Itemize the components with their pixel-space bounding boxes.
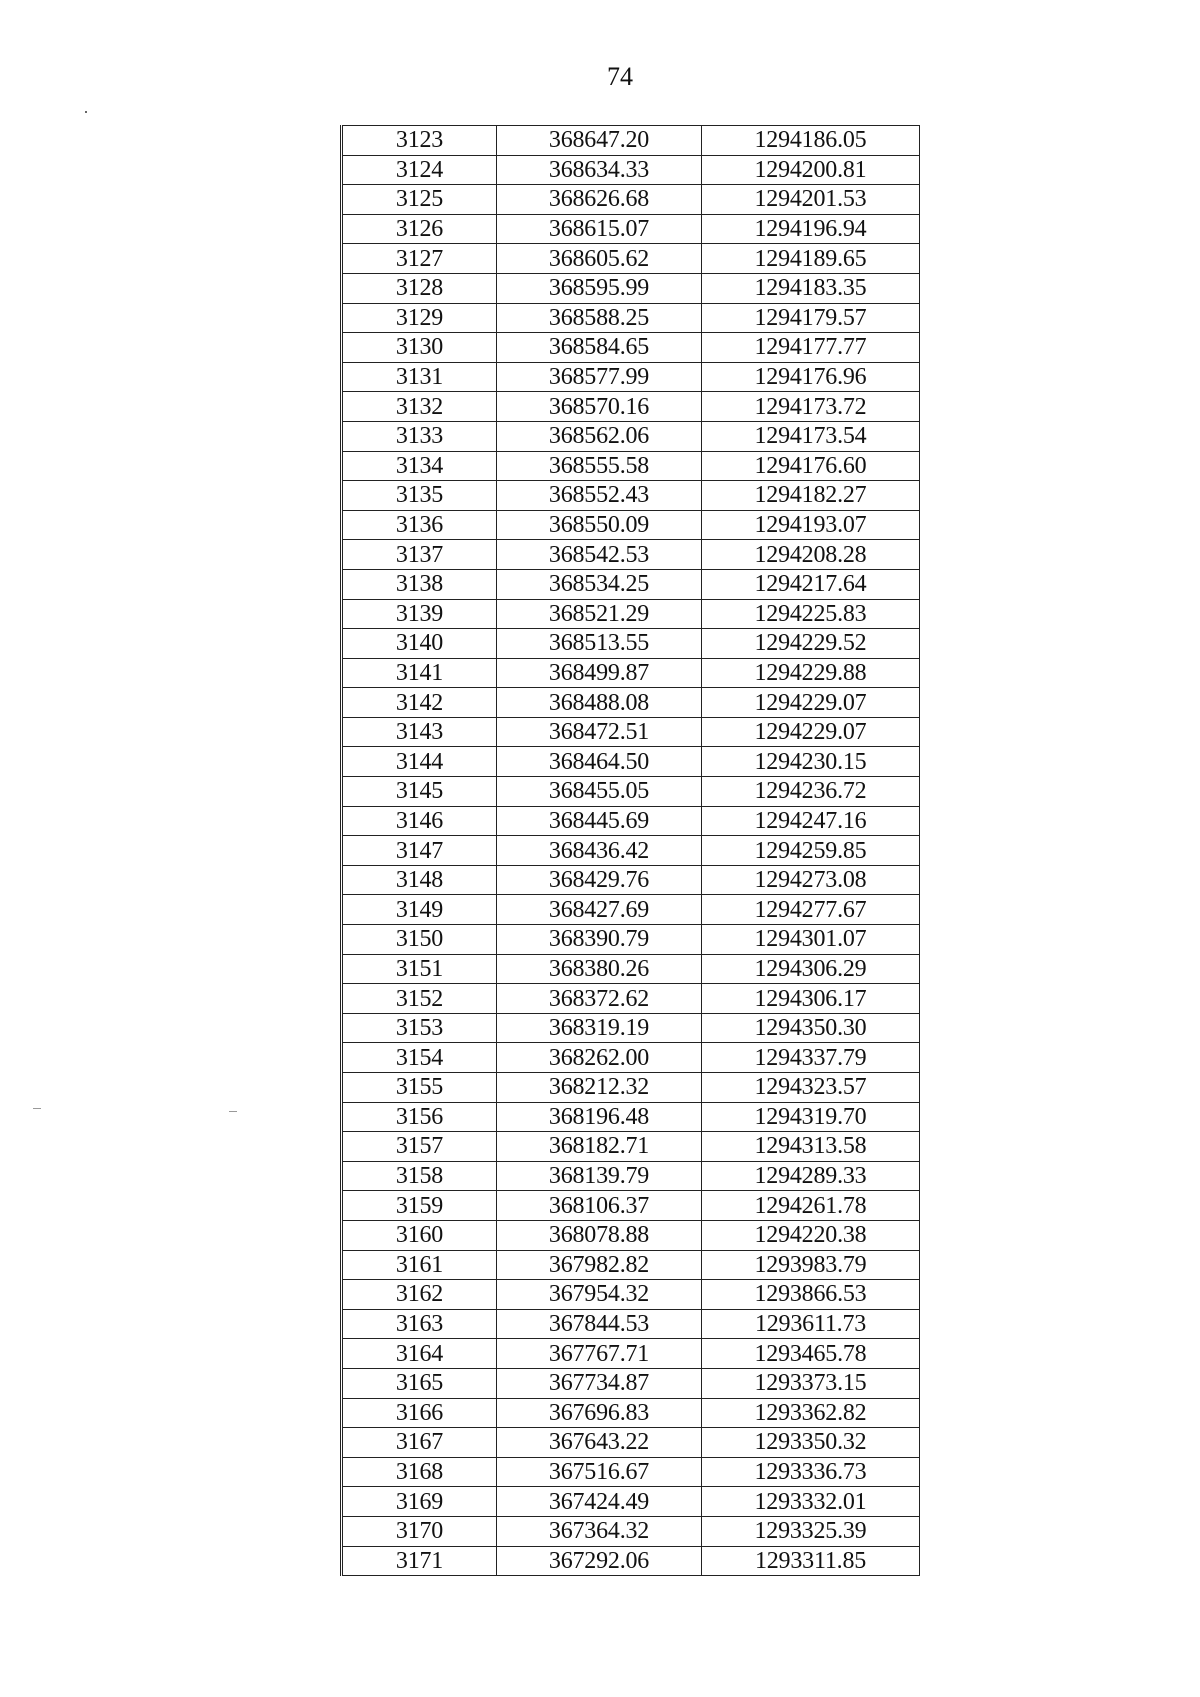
y-coordinate-cell: 1294186.05 xyxy=(702,126,920,156)
table-row xyxy=(342,273,920,303)
y-coordinate-cell: 1294173.72 xyxy=(702,392,920,422)
x-coordinate-cell: 368436.42 xyxy=(497,836,702,866)
table-row xyxy=(342,599,920,629)
y-coordinate-cell: 1294273.08 xyxy=(702,865,920,895)
point-number-cell: 3144 xyxy=(342,747,497,777)
table-row xyxy=(342,1487,920,1517)
x-coordinate-cell: 368372.62 xyxy=(497,984,702,1014)
point-number-cell: 3124 xyxy=(342,155,497,185)
x-coordinate-cell: 367643.22 xyxy=(497,1428,702,1458)
point-number-cell: 3170 xyxy=(342,1516,497,1546)
table-row xyxy=(342,954,920,984)
x-coordinate-cell: 367696.83 xyxy=(497,1398,702,1428)
point-number-cell: 3128 xyxy=(342,273,497,303)
y-coordinate-cell: 1294229.07 xyxy=(702,717,920,747)
table-row xyxy=(342,1546,920,1576)
table-row xyxy=(342,1516,920,1546)
point-number-cell: 3133 xyxy=(342,421,497,451)
y-coordinate-cell: 1294176.60 xyxy=(702,451,920,481)
y-coordinate-cell: 1294200.81 xyxy=(702,155,920,185)
x-coordinate-cell: 368196.48 xyxy=(497,1102,702,1132)
point-number-cell: 3137 xyxy=(342,540,497,570)
point-number-cell: 3142 xyxy=(342,688,497,718)
point-number-cell: 3145 xyxy=(342,777,497,807)
point-number-cell: 3125 xyxy=(342,185,497,215)
x-coordinate-cell: 367292.06 xyxy=(497,1546,702,1576)
y-coordinate-cell: 1294177.77 xyxy=(702,333,920,363)
point-number-cell: 3123 xyxy=(342,126,497,156)
point-number-cell: 3161 xyxy=(342,1250,497,1280)
y-coordinate-cell: 1294306.17 xyxy=(702,984,920,1014)
table-row xyxy=(342,747,920,777)
point-number-cell: 3139 xyxy=(342,599,497,629)
y-coordinate-cell: 1294337.79 xyxy=(702,1043,920,1073)
x-coordinate-cell: 368380.26 xyxy=(497,954,702,984)
table-row xyxy=(342,392,920,422)
y-coordinate-cell: 1294201.53 xyxy=(702,185,920,215)
table-row xyxy=(342,1368,920,1398)
table-row xyxy=(342,1398,920,1428)
x-coordinate-cell: 367844.53 xyxy=(497,1309,702,1339)
y-coordinate-cell: 1293336.73 xyxy=(702,1457,920,1487)
x-coordinate-cell: 368588.25 xyxy=(497,303,702,333)
point-number-cell: 3165 xyxy=(342,1368,497,1398)
y-coordinate-cell: 1293325.39 xyxy=(702,1516,920,1546)
point-number-cell: 3141 xyxy=(342,658,497,688)
y-coordinate-cell: 1294247.16 xyxy=(702,806,920,836)
table-row xyxy=(342,658,920,688)
table-row xyxy=(342,481,920,511)
y-coordinate-cell: 1293311.85 xyxy=(702,1546,920,1576)
y-coordinate-cell: 1294261.78 xyxy=(702,1191,920,1221)
table-row xyxy=(342,421,920,451)
point-number-cell: 3168 xyxy=(342,1457,497,1487)
point-number-cell: 3135 xyxy=(342,481,497,511)
y-coordinate-cell: 1294306.29 xyxy=(702,954,920,984)
y-coordinate-cell: 1294173.54 xyxy=(702,421,920,451)
y-coordinate-cell: 1294182.27 xyxy=(702,481,920,511)
table-row xyxy=(342,688,920,718)
point-number-cell: 3151 xyxy=(342,954,497,984)
y-coordinate-cell: 1293866.53 xyxy=(702,1280,920,1310)
scan-speck xyxy=(229,1111,237,1112)
table-row xyxy=(342,185,920,215)
x-coordinate-cell: 368534.25 xyxy=(497,569,702,599)
y-coordinate-cell: 1294313.58 xyxy=(702,1132,920,1162)
point-number-cell: 3146 xyxy=(342,806,497,836)
point-number-cell: 3130 xyxy=(342,333,497,363)
y-coordinate-cell: 1294229.52 xyxy=(702,629,920,659)
y-coordinate-cell: 1294350.30 xyxy=(702,1013,920,1043)
point-number-cell: 3167 xyxy=(342,1428,497,1458)
table-row xyxy=(342,126,920,156)
point-number-cell: 3166 xyxy=(342,1398,497,1428)
x-coordinate-cell: 368615.07 xyxy=(497,214,702,244)
table-row xyxy=(342,984,920,1014)
point-number-cell: 3129 xyxy=(342,303,497,333)
coordinate-table-body xyxy=(342,126,920,1576)
point-number-cell: 3149 xyxy=(342,895,497,925)
y-coordinate-cell: 1294189.65 xyxy=(702,244,920,274)
table-row xyxy=(342,1073,920,1103)
point-number-cell: 3143 xyxy=(342,717,497,747)
x-coordinate-cell: 368647.20 xyxy=(497,126,702,156)
table-row xyxy=(342,1250,920,1280)
point-number-cell: 3155 xyxy=(342,1073,497,1103)
y-coordinate-cell: 1293983.79 xyxy=(702,1250,920,1280)
table-row xyxy=(342,451,920,481)
x-coordinate-cell: 368464.50 xyxy=(497,747,702,777)
point-number-cell: 3150 xyxy=(342,925,497,955)
y-coordinate-cell: 1294319.70 xyxy=(702,1102,920,1132)
x-coordinate-cell: 368472.51 xyxy=(497,717,702,747)
x-coordinate-cell: 367982.82 xyxy=(497,1250,702,1280)
point-number-cell: 3159 xyxy=(342,1191,497,1221)
y-coordinate-cell: 1294323.57 xyxy=(702,1073,920,1103)
page-number: 74 xyxy=(607,62,633,91)
x-coordinate-cell: 368499.87 xyxy=(497,658,702,688)
x-coordinate-cell: 368521.29 xyxy=(497,599,702,629)
x-coordinate-cell: 367734.87 xyxy=(497,1368,702,1398)
table-row xyxy=(342,1132,920,1162)
y-coordinate-cell: 1293362.82 xyxy=(702,1398,920,1428)
table-row xyxy=(342,1191,920,1221)
table-row xyxy=(342,333,920,363)
x-coordinate-cell: 368595.99 xyxy=(497,273,702,303)
y-coordinate-cell: 1293465.78 xyxy=(702,1339,920,1369)
point-number-cell: 3163 xyxy=(342,1309,497,1339)
coordinate-table xyxy=(340,125,920,1576)
table-row xyxy=(342,836,920,866)
y-coordinate-cell: 1293611.73 xyxy=(702,1309,920,1339)
point-number-cell: 3153 xyxy=(342,1013,497,1043)
table-row xyxy=(342,925,920,955)
table-row xyxy=(342,1013,920,1043)
x-coordinate-cell: 368552.43 xyxy=(497,481,702,511)
table-row xyxy=(342,1280,920,1310)
point-number-cell: 3152 xyxy=(342,984,497,1014)
table-row xyxy=(342,806,920,836)
point-number-cell: 3164 xyxy=(342,1339,497,1369)
table-row xyxy=(342,1339,920,1369)
x-coordinate-cell: 368570.16 xyxy=(497,392,702,422)
point-number-cell: 3132 xyxy=(342,392,497,422)
point-number-cell: 3134 xyxy=(342,451,497,481)
point-number-cell: 3154 xyxy=(342,1043,497,1073)
x-coordinate-cell: 368584.65 xyxy=(497,333,702,363)
table-row xyxy=(342,214,920,244)
point-number-cell: 3136 xyxy=(342,510,497,540)
point-number-cell: 3157 xyxy=(342,1132,497,1162)
x-coordinate-cell: 368562.06 xyxy=(497,421,702,451)
point-number-cell: 3131 xyxy=(342,362,497,392)
x-coordinate-cell: 368488.08 xyxy=(497,688,702,718)
x-coordinate-cell: 367516.67 xyxy=(497,1457,702,1487)
y-coordinate-cell: 1294193.07 xyxy=(702,510,920,540)
y-coordinate-cell: 1294179.57 xyxy=(702,303,920,333)
y-coordinate-cell: 1294259.85 xyxy=(702,836,920,866)
x-coordinate-cell: 368139.79 xyxy=(497,1161,702,1191)
table-row xyxy=(342,1220,920,1250)
point-number-cell: 3147 xyxy=(342,836,497,866)
x-coordinate-cell: 368445.69 xyxy=(497,806,702,836)
table-row xyxy=(342,895,920,925)
y-coordinate-cell: 1294277.67 xyxy=(702,895,920,925)
x-coordinate-cell: 368390.79 xyxy=(497,925,702,955)
x-coordinate-cell: 368555.58 xyxy=(497,451,702,481)
point-number-cell: 3127 xyxy=(342,244,497,274)
table-row xyxy=(342,1043,920,1073)
x-coordinate-cell: 368078.88 xyxy=(497,1220,702,1250)
point-number-cell: 3126 xyxy=(342,214,497,244)
x-coordinate-cell: 368513.55 xyxy=(497,629,702,659)
table-row xyxy=(342,717,920,747)
x-coordinate-cell: 368634.33 xyxy=(497,155,702,185)
y-coordinate-cell: 1294196.94 xyxy=(702,214,920,244)
x-coordinate-cell: 368577.99 xyxy=(497,362,702,392)
point-number-cell: 3138 xyxy=(342,569,497,599)
point-number-cell: 3169 xyxy=(342,1487,497,1517)
table-row xyxy=(342,1457,920,1487)
table-row xyxy=(342,303,920,333)
x-coordinate-cell: 368542.53 xyxy=(497,540,702,570)
x-coordinate-cell: 367424.49 xyxy=(497,1487,702,1517)
table-row xyxy=(342,155,920,185)
point-number-cell: 3158 xyxy=(342,1161,497,1191)
y-coordinate-cell: 1294230.15 xyxy=(702,747,920,777)
y-coordinate-cell: 1294301.07 xyxy=(702,925,920,955)
y-coordinate-cell: 1293373.15 xyxy=(702,1368,920,1398)
x-coordinate-cell: 368212.32 xyxy=(497,1073,702,1103)
y-coordinate-cell: 1294220.38 xyxy=(702,1220,920,1250)
y-coordinate-cell: 1294229.07 xyxy=(702,688,920,718)
table-row xyxy=(342,1309,920,1339)
point-number-cell: 3171 xyxy=(342,1546,497,1576)
table-row xyxy=(342,510,920,540)
y-coordinate-cell: 1294229.88 xyxy=(702,658,920,688)
y-coordinate-cell: 1294217.64 xyxy=(702,569,920,599)
table-row xyxy=(342,362,920,392)
y-coordinate-cell: 1294183.35 xyxy=(702,273,920,303)
x-coordinate-cell: 368626.68 xyxy=(497,185,702,215)
table-row xyxy=(342,865,920,895)
y-coordinate-cell: 1294289.33 xyxy=(702,1161,920,1191)
x-coordinate-cell: 368106.37 xyxy=(497,1191,702,1221)
x-coordinate-cell: 368455.05 xyxy=(497,777,702,807)
x-coordinate-cell: 367364.32 xyxy=(497,1516,702,1546)
table-row xyxy=(342,569,920,599)
y-coordinate-cell: 1294236.72 xyxy=(702,777,920,807)
scan-speck xyxy=(33,1108,41,1109)
x-coordinate-cell: 368550.09 xyxy=(497,510,702,540)
table-row xyxy=(342,1161,920,1191)
table-row xyxy=(342,540,920,570)
table-row xyxy=(342,1102,920,1132)
table-row xyxy=(342,629,920,659)
y-coordinate-cell: 1293332.01 xyxy=(702,1487,920,1517)
point-number-cell: 3140 xyxy=(342,629,497,659)
point-number-cell: 3162 xyxy=(342,1280,497,1310)
scan-speck xyxy=(85,111,87,113)
y-coordinate-cell: 1293350.32 xyxy=(702,1428,920,1458)
x-coordinate-cell: 368319.19 xyxy=(497,1013,702,1043)
x-coordinate-cell: 368182.71 xyxy=(497,1132,702,1162)
y-coordinate-cell: 1294176.96 xyxy=(702,362,920,392)
table-row xyxy=(342,777,920,807)
table-row xyxy=(342,1428,920,1458)
y-coordinate-cell: 1294208.28 xyxy=(702,540,920,570)
x-coordinate-cell: 367954.32 xyxy=(497,1280,702,1310)
x-coordinate-cell: 368429.76 xyxy=(497,865,702,895)
x-coordinate-cell: 367767.71 xyxy=(497,1339,702,1369)
point-number-cell: 3148 xyxy=(342,865,497,895)
point-number-cell: 3156 xyxy=(342,1102,497,1132)
x-coordinate-cell: 368605.62 xyxy=(497,244,702,274)
point-number-cell: 3160 xyxy=(342,1220,497,1250)
x-coordinate-cell: 368262.00 xyxy=(497,1043,702,1073)
y-coordinate-cell: 1294225.83 xyxy=(702,599,920,629)
table-row xyxy=(342,244,920,274)
x-coordinate-cell: 368427.69 xyxy=(497,895,702,925)
